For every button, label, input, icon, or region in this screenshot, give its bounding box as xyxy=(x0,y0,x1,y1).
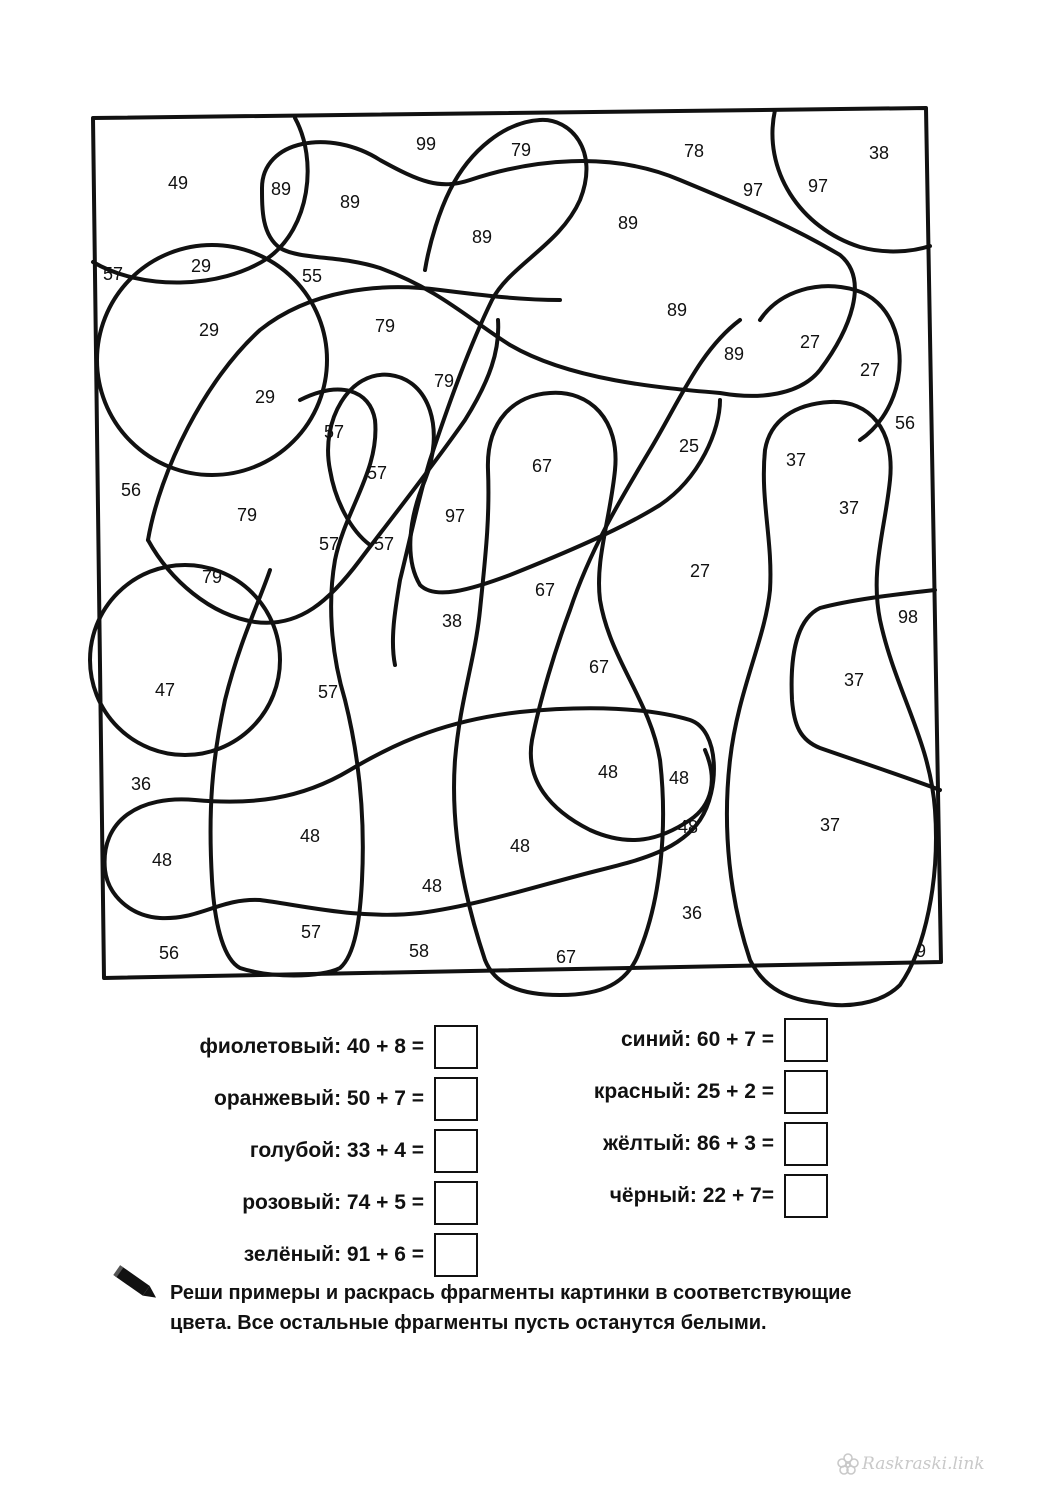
region-number: 56 xyxy=(158,942,180,963)
bowling-pin-outline xyxy=(727,402,936,1005)
region-number: 89 xyxy=(339,191,361,212)
region-number: 99 xyxy=(415,133,437,154)
equation-text: оранжевый: 50 + 7 = xyxy=(214,1087,424,1110)
region-outline xyxy=(148,320,498,623)
region-number: 79 xyxy=(236,504,258,525)
equation-row xyxy=(126,1025,478,1069)
region-number: 56 xyxy=(120,479,142,500)
region-number: 67 xyxy=(555,946,577,967)
answer-box[interactable] xyxy=(434,1025,478,1069)
answer-box[interactable] xyxy=(784,1122,828,1166)
equation-text: голубой: 33 + 4 = xyxy=(249,1139,424,1162)
region-numbers xyxy=(103,134,926,967)
region-number: 67 xyxy=(534,579,556,600)
region-number: 79 xyxy=(510,139,532,160)
equation-text: синий: 60 + 7 = xyxy=(621,1028,774,1051)
region-number: 37 xyxy=(843,669,865,690)
equation-row xyxy=(126,1077,478,1121)
answer-box[interactable] xyxy=(434,1129,478,1173)
region-number: 97 xyxy=(807,175,829,196)
region-number: 48 xyxy=(299,825,321,846)
region-outline xyxy=(105,708,714,918)
answer-box[interactable] xyxy=(784,1018,828,1062)
region-number: 67 xyxy=(588,656,610,677)
region-number: 38 xyxy=(441,610,463,631)
region-number: 29 xyxy=(254,386,276,407)
region-number: 36 xyxy=(130,773,152,794)
answer-box[interactable] xyxy=(434,1077,478,1121)
region-outline xyxy=(328,375,720,593)
region-number: 27 xyxy=(689,560,711,581)
region-number: 48 xyxy=(597,761,619,782)
instruction-text xyxy=(170,1278,990,1338)
region-number: 25 xyxy=(678,435,700,456)
instruction-line-1: Реши примеры и раскрась фрагменты картинки в соответствующие xyxy=(170,1282,852,1304)
equation-text: зелёный: 91 + 6 = xyxy=(243,1243,424,1266)
region-number: 57 xyxy=(300,921,322,942)
region-number: 79 xyxy=(433,370,455,391)
region-number: 47 xyxy=(154,679,176,700)
region-number: 56 xyxy=(894,412,916,433)
equation-row xyxy=(476,1174,828,1218)
equation-text: красный: 25 + 2 = xyxy=(593,1080,774,1103)
region-number: 57 xyxy=(318,533,340,554)
region-number: 89 xyxy=(723,343,745,364)
region-number: 48 xyxy=(151,849,173,870)
equation-text: фиолетовый: 40 + 8 = xyxy=(199,1035,424,1058)
region-number: 37 xyxy=(785,449,807,470)
region-number: 89 xyxy=(666,299,688,320)
region-number: 48 xyxy=(677,816,699,837)
region-number: 27 xyxy=(799,331,821,352)
region-number: 55 xyxy=(301,265,323,286)
region-number: 57 xyxy=(373,533,395,554)
region-number: 27 xyxy=(859,359,881,380)
region-number: 48 xyxy=(421,875,443,896)
region-number: 48 xyxy=(509,835,531,856)
pencil-icon xyxy=(112,1260,164,1310)
region-number: 36 xyxy=(681,902,703,923)
region-number: 57 xyxy=(323,421,345,442)
region-outline xyxy=(262,139,855,396)
equation-text: жёлтый: 86 + 3 = xyxy=(603,1132,774,1155)
bowling-pin-outline xyxy=(211,390,376,976)
instruction-line-2: цвета. Все остальные фрагменты пусть останутся белыми. xyxy=(170,1312,767,1334)
equation-text: розовый: 74 + 5 = xyxy=(242,1191,424,1214)
watermark-text: Raskraski.link xyxy=(862,1454,985,1474)
region-number: 97 xyxy=(444,505,466,526)
region-number: 89 xyxy=(471,226,493,247)
equation-row xyxy=(126,1233,478,1277)
equation-row xyxy=(126,1181,478,1225)
flower-icon xyxy=(836,1452,860,1476)
region-number: 57 xyxy=(317,681,339,702)
region-number: 49 xyxy=(167,172,189,193)
region-number: 57 xyxy=(102,263,124,284)
region-number: 9 xyxy=(915,940,927,961)
region-number: 38 xyxy=(868,142,890,163)
equation-row xyxy=(476,1070,828,1114)
equation-row xyxy=(126,1129,478,1173)
equation-row xyxy=(476,1018,828,1062)
region-number: 48 xyxy=(668,767,690,788)
answer-box[interactable] xyxy=(434,1233,478,1277)
region-number: 97 xyxy=(742,179,764,200)
region-number: 29 xyxy=(190,255,212,276)
answer-box[interactable] xyxy=(784,1174,828,1218)
equation-row xyxy=(476,1122,828,1166)
region-number: 79 xyxy=(374,315,396,336)
answer-box[interactable] xyxy=(784,1070,828,1114)
region-number: 98 xyxy=(897,606,919,627)
region-number: 37 xyxy=(819,814,841,835)
region-number: 67 xyxy=(531,455,553,476)
region-number: 79 xyxy=(201,566,223,587)
region-number: 78 xyxy=(683,140,705,161)
region-number: 58 xyxy=(408,940,430,961)
region-number: 57 xyxy=(366,462,388,483)
equation-text: чёрный: 22 + 7= xyxy=(609,1184,774,1207)
region-number: 37 xyxy=(838,497,860,518)
region-outline xyxy=(90,565,280,755)
region-number: 89 xyxy=(270,178,292,199)
region-number: 29 xyxy=(198,319,220,340)
answer-box[interactable] xyxy=(434,1181,478,1225)
region-number: 89 xyxy=(617,212,639,233)
